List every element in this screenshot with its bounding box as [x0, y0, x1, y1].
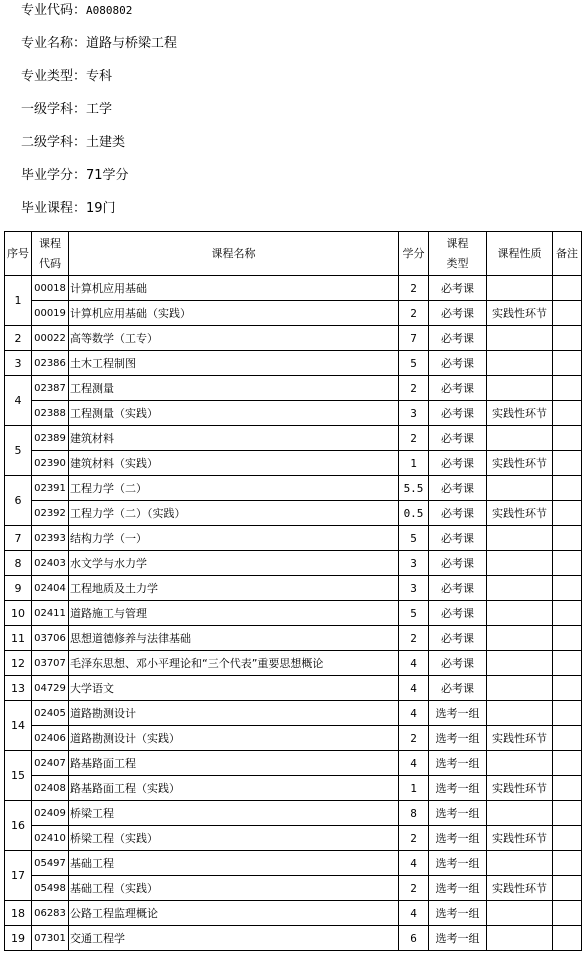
remark-cell — [553, 801, 582, 826]
course-name-cell: 工程地质及土力学 — [69, 576, 399, 601]
course-name-cell: 建筑材料（实践） — [69, 451, 399, 476]
remark-cell — [553, 601, 582, 626]
nature-cell: 实践性环节 — [487, 451, 553, 476]
seq-cell: 15 — [5, 751, 32, 801]
code-cell: 02387 — [32, 376, 69, 401]
seq-cell: 17 — [5, 851, 32, 901]
credit-cell: 2 — [399, 301, 429, 326]
type-cell: 选考一组 — [429, 751, 487, 776]
header-type-line2: 类型 — [446, 256, 469, 270]
discipline2-value: 土建类 — [86, 135, 126, 150]
credit-cell: 2 — [399, 826, 429, 851]
code-cell: 02409 — [32, 801, 69, 826]
type-cell: 必考课 — [429, 526, 487, 551]
table-row — [5, 751, 582, 776]
code-cell: 07301 — [32, 926, 69, 951]
credit-cell: 4 — [399, 901, 429, 926]
seq-cell: 10 — [5, 601, 32, 626]
nature-cell — [487, 576, 553, 601]
discipline2-line — [21, 135, 125, 151]
nature-cell — [487, 851, 553, 876]
major-code-line — [21, 3, 132, 19]
code-cell: 06283 — [32, 901, 69, 926]
seq-cell: 16 — [5, 801, 32, 851]
seq-cell: 18 — [5, 901, 32, 926]
remark-cell — [553, 876, 582, 901]
nature-cell — [487, 426, 553, 451]
seq-cell: 14 — [5, 701, 32, 751]
credit-cell: 5 — [399, 526, 429, 551]
remark-cell — [553, 326, 582, 351]
remark-cell — [553, 501, 582, 526]
seq-cell: 19 — [5, 926, 32, 951]
header-credit: 学分 — [399, 232, 429, 276]
code-cell: 02390 — [32, 451, 69, 476]
code-cell: 02406 — [32, 726, 69, 751]
type-cell: 选考一组 — [429, 876, 487, 901]
credit-cell: 2 — [399, 276, 429, 301]
nature-cell — [487, 676, 553, 701]
credit-cell: 2 — [399, 426, 429, 451]
course-name-cell: 高等数学（工专） — [69, 326, 399, 351]
nature-cell — [487, 526, 553, 551]
code-cell: 02405 — [32, 701, 69, 726]
header-name: 课程名称 — [69, 232, 399, 276]
discipline1-value: 工学 — [86, 102, 113, 117]
header-code-line2: 代码 — [39, 256, 61, 270]
code-cell: 02389 — [32, 426, 69, 451]
major-type-value: 专科 — [86, 69, 113, 84]
seq-cell: 2 — [5, 326, 32, 351]
table-row — [5, 926, 582, 951]
credit-cell: 4 — [399, 701, 429, 726]
credit-cell: 3 — [399, 551, 429, 576]
remark-cell — [553, 851, 582, 876]
discipline2-label: 二级学科： — [21, 135, 87, 150]
seq-cell: 6 — [5, 476, 32, 526]
type-cell: 选考一组 — [429, 801, 487, 826]
type-cell: 必考课 — [429, 501, 487, 526]
nature-cell: 实践性环节 — [487, 776, 553, 801]
credit-cell: 2 — [399, 376, 429, 401]
table-row — [5, 726, 582, 751]
table-row — [5, 651, 582, 676]
course-name-cell: 基础工程（实践） — [69, 876, 399, 901]
remark-cell — [553, 476, 582, 501]
remark-cell — [553, 751, 582, 776]
credit-cell: 5.5 — [399, 476, 429, 501]
table-row — [5, 326, 582, 351]
seq-cell: 9 — [5, 576, 32, 601]
remark-cell — [553, 576, 582, 601]
remark-cell — [553, 376, 582, 401]
type-cell: 必考课 — [429, 601, 487, 626]
code-cell: 03707 — [32, 651, 69, 676]
table-row — [5, 851, 582, 876]
seq-cell: 7 — [5, 526, 32, 551]
code-cell: 02393 — [32, 526, 69, 551]
courses-line — [21, 201, 116, 217]
table-row — [5, 426, 582, 451]
type-cell: 必考课 — [429, 551, 487, 576]
header-code-line1: 课程 — [39, 236, 61, 250]
course-name-cell: 结构力学（一） — [69, 526, 399, 551]
course-name-cell: 土木工程制图 — [69, 351, 399, 376]
type-cell: 必考课 — [429, 676, 487, 701]
remark-cell — [553, 351, 582, 376]
nature-cell: 实践性环节 — [487, 826, 553, 851]
nature-cell — [487, 651, 553, 676]
table-row — [5, 526, 582, 551]
code-cell: 02391 — [32, 476, 69, 501]
table-row — [5, 376, 582, 401]
nature-cell — [487, 351, 553, 376]
credit-cell: 4 — [399, 651, 429, 676]
nature-cell — [487, 701, 553, 726]
type-cell: 必考课 — [429, 576, 487, 601]
seq-cell: 11 — [5, 626, 32, 651]
nature-cell: 实践性环节 — [487, 726, 553, 751]
remark-cell — [553, 901, 582, 926]
courses-value: 19门 — [86, 201, 116, 216]
table-row — [5, 301, 582, 326]
course-name-cell: 道路勘测设计 — [69, 701, 399, 726]
nature-cell — [487, 801, 553, 826]
credit-cell: 2 — [399, 626, 429, 651]
table-row — [5, 826, 582, 851]
table-row — [5, 801, 582, 826]
credit-cell: 4 — [399, 851, 429, 876]
credit-cell: 7 — [399, 326, 429, 351]
course-table-body — [5, 276, 582, 951]
type-cell: 必考课 — [429, 351, 487, 376]
type-cell: 选考一组 — [429, 926, 487, 951]
remark-cell — [553, 676, 582, 701]
type-cell: 必考课 — [429, 276, 487, 301]
credit-cell: 5 — [399, 351, 429, 376]
code-cell: 02392 — [32, 501, 69, 526]
major-name-label: 专业名称： — [21, 36, 87, 51]
code-cell: 04729 — [32, 676, 69, 701]
table-row — [5, 476, 582, 501]
seq-cell: 12 — [5, 651, 32, 676]
type-cell: 选考一组 — [429, 776, 487, 801]
credit-cell: 2 — [399, 876, 429, 901]
course-name-cell: 交通工程学 — [69, 926, 399, 951]
type-cell: 选考一组 — [429, 701, 487, 726]
nature-cell — [487, 376, 553, 401]
code-cell: 02407 — [32, 751, 69, 776]
code-cell: 02403 — [32, 551, 69, 576]
type-cell: 必考课 — [429, 426, 487, 451]
course-name-cell: 毛泽东思想、邓小平理论和“三个代表”重要思想概论 — [69, 651, 399, 676]
table-row — [5, 901, 582, 926]
credit-cell: 8 — [399, 801, 429, 826]
table-row — [5, 626, 582, 651]
discipline1-label: 一级学科： — [21, 102, 87, 117]
discipline1-line — [21, 102, 112, 118]
code-cell: 00018 — [32, 276, 69, 301]
nature-cell — [487, 326, 553, 351]
credit-cell: 2 — [399, 726, 429, 751]
header-seq: 序号 — [5, 232, 32, 276]
seq-cell: 13 — [5, 676, 32, 701]
nature-cell: 实践性环节 — [487, 401, 553, 426]
credits-label: 毕业学分： — [21, 168, 87, 183]
type-cell: 必考课 — [429, 476, 487, 501]
major-type-line — [21, 69, 112, 85]
remark-cell — [553, 726, 582, 751]
major-name-line — [21, 36, 177, 52]
nature-cell — [487, 901, 553, 926]
type-cell: 必考课 — [429, 326, 487, 351]
table-row — [5, 551, 582, 576]
table-row — [5, 501, 582, 526]
nature-cell: 实践性环节 — [487, 301, 553, 326]
remark-cell — [553, 526, 582, 551]
credit-cell: 1 — [399, 451, 429, 476]
course-name-cell: 水文学与水力学 — [69, 551, 399, 576]
course-name-cell: 道路施工与管理 — [69, 601, 399, 626]
table-row — [5, 351, 582, 376]
remark-cell — [553, 401, 582, 426]
credit-cell: 3 — [399, 576, 429, 601]
course-name-cell: 计算机应用基础（实践） — [69, 301, 399, 326]
header-nature: 课程性质 — [487, 232, 553, 276]
nature-cell — [487, 626, 553, 651]
course-name-cell: 建筑材料 — [69, 426, 399, 451]
table-row — [5, 776, 582, 801]
header-remark: 备注 — [553, 232, 582, 276]
course-name-cell: 基础工程 — [69, 851, 399, 876]
type-cell: 选考一组 — [429, 901, 487, 926]
nature-cell — [487, 601, 553, 626]
table-row — [5, 676, 582, 701]
credit-cell: 0.5 — [399, 501, 429, 526]
major-type-label: 专业类型： — [21, 69, 87, 84]
nature-cell — [487, 276, 553, 301]
remark-cell — [553, 301, 582, 326]
table-row — [5, 401, 582, 426]
code-cell: 02408 — [32, 776, 69, 801]
course-name-cell: 路基路面工程 — [69, 751, 399, 776]
code-cell: 02386 — [32, 351, 69, 376]
remark-cell — [553, 776, 582, 801]
seq-cell: 5 — [5, 426, 32, 476]
seq-cell: 3 — [5, 351, 32, 376]
course-name-cell: 路基路面工程（实践） — [69, 776, 399, 801]
remark-cell — [553, 926, 582, 951]
table-row — [5, 701, 582, 726]
type-cell: 必考课 — [429, 651, 487, 676]
nature-cell — [487, 926, 553, 951]
course-name-cell: 大学语文 — [69, 676, 399, 701]
course-name-cell: 工程测量（实践） — [69, 401, 399, 426]
type-cell: 选考一组 — [429, 826, 487, 851]
major-code-value: A080802 — [86, 4, 133, 17]
credit-cell: 4 — [399, 751, 429, 776]
nature-cell — [487, 476, 553, 501]
code-cell: 03706 — [32, 626, 69, 651]
table-row — [5, 276, 582, 301]
course-name-cell: 思想道德修养与法律基础 — [69, 626, 399, 651]
course-name-cell: 道路勘测设计（实践） — [69, 726, 399, 751]
header-type-line1: 课程 — [446, 236, 469, 250]
table-row — [5, 576, 582, 601]
type-cell: 选考一组 — [429, 726, 487, 751]
credit-cell: 3 — [399, 401, 429, 426]
course-table — [4, 231, 582, 951]
seq-cell: 8 — [5, 551, 32, 576]
remark-cell — [553, 276, 582, 301]
code-cell: 02404 — [32, 576, 69, 601]
seq-cell: 1 — [5, 276, 32, 326]
type-cell: 选考一组 — [429, 851, 487, 876]
type-cell: 必考课 — [429, 301, 487, 326]
table-header-row — [5, 232, 582, 276]
credit-cell: 6 — [399, 926, 429, 951]
course-name-cell: 桥梁工程 — [69, 801, 399, 826]
nature-cell — [487, 551, 553, 576]
table-row — [5, 601, 582, 626]
header-code — [32, 232, 69, 276]
course-name-cell: 工程力学（二）（实践） — [69, 501, 399, 526]
courses-label: 毕业课程： — [21, 201, 87, 216]
nature-cell: 实践性环节 — [487, 876, 553, 901]
type-cell: 必考课 — [429, 401, 487, 426]
remark-cell — [553, 451, 582, 476]
credits-line — [21, 168, 129, 184]
code-cell: 02388 — [32, 401, 69, 426]
code-cell: 00022 — [32, 326, 69, 351]
credits-value: 71学分 — [86, 168, 129, 183]
code-cell: 02411 — [32, 601, 69, 626]
code-cell: 02410 — [32, 826, 69, 851]
table-row — [5, 451, 582, 476]
major-name-value: 道路与桥梁工程 — [86, 36, 178, 51]
remark-cell — [553, 551, 582, 576]
course-name-cell: 工程力学（二） — [69, 476, 399, 501]
remark-cell — [553, 426, 582, 451]
remark-cell — [553, 826, 582, 851]
code-cell: 05498 — [32, 876, 69, 901]
major-code-label: 专业代码： — [21, 3, 87, 18]
remark-cell — [553, 651, 582, 676]
nature-cell: 实践性环节 — [487, 501, 553, 526]
seq-cell: 4 — [5, 376, 32, 426]
header-type — [429, 232, 487, 276]
course-name-cell: 工程测量 — [69, 376, 399, 401]
credit-cell: 4 — [399, 676, 429, 701]
remark-cell — [553, 626, 582, 651]
type-cell: 必考课 — [429, 451, 487, 476]
course-name-cell: 桥梁工程（实践） — [69, 826, 399, 851]
code-cell: 05497 — [32, 851, 69, 876]
course-name-cell: 公路工程监理概论 — [69, 901, 399, 926]
course-name-cell: 计算机应用基础 — [69, 276, 399, 301]
credit-cell: 1 — [399, 776, 429, 801]
type-cell: 必考课 — [429, 626, 487, 651]
type-cell: 必考课 — [429, 376, 487, 401]
code-cell: 00019 — [32, 301, 69, 326]
table-row — [5, 876, 582, 901]
credit-cell: 5 — [399, 601, 429, 626]
remark-cell — [553, 701, 582, 726]
nature-cell — [487, 751, 553, 776]
